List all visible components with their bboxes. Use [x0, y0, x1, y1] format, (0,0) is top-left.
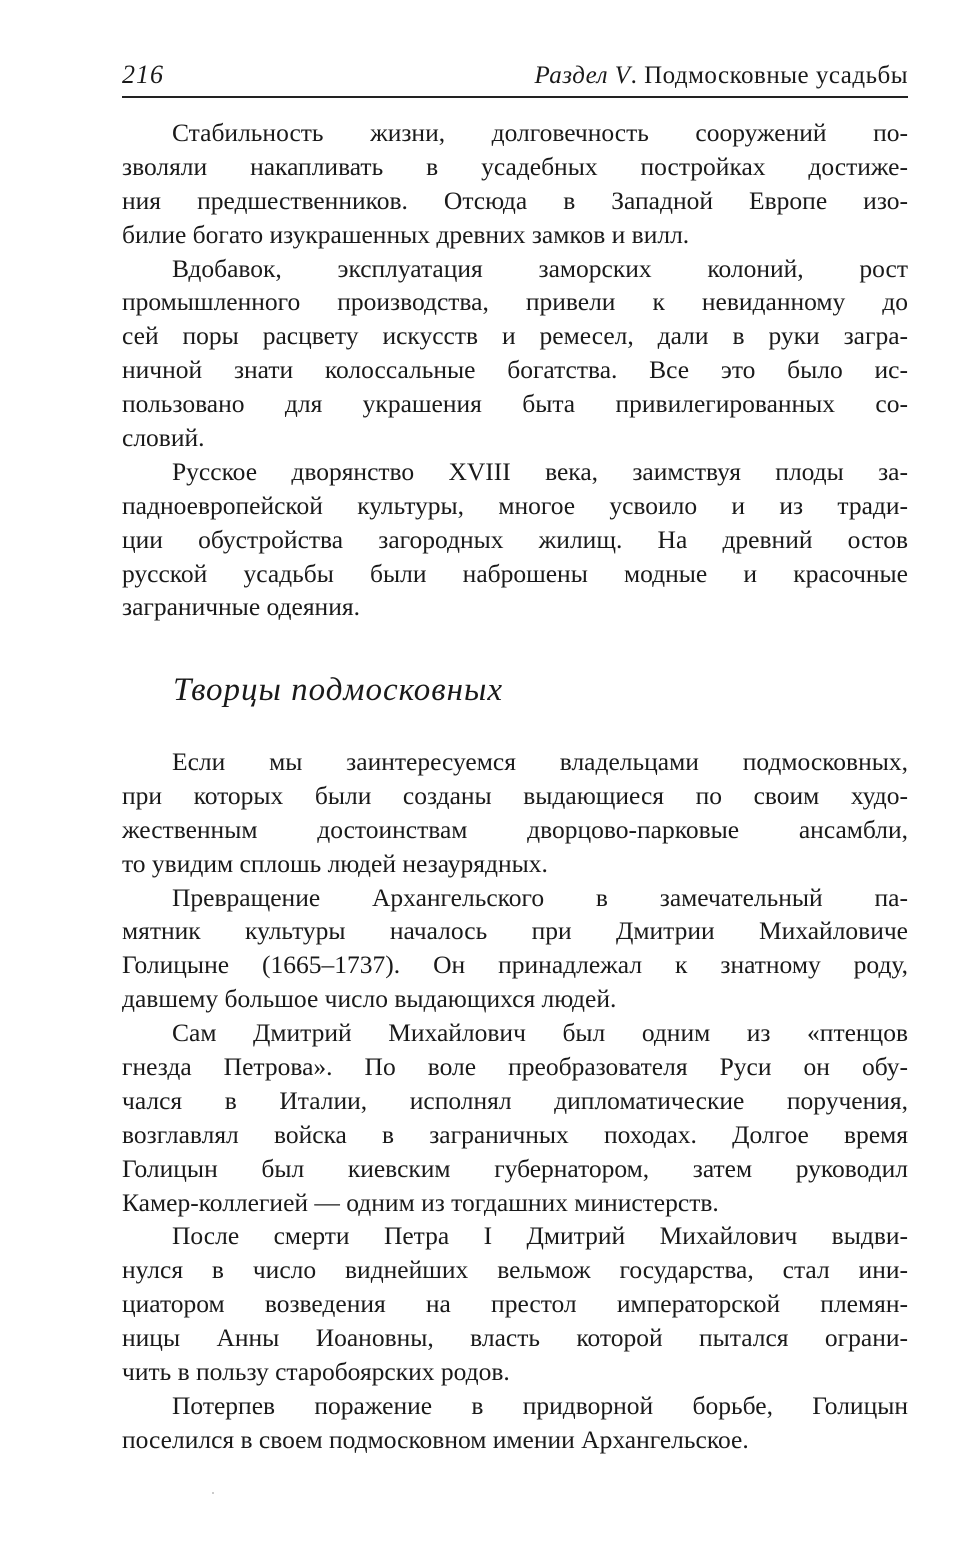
text-line: Стабильность жизни, долговечность сооружений по- [172, 118, 908, 147]
text-line: После смерти Петра I Дмитрий Михайлович выдви- [172, 1221, 908, 1251]
section-separator: . [630, 62, 638, 89]
text-line: мятник культуры началось при Дмитрии Михайловиче [122, 916, 908, 946]
text-line: жественным достоинствам дворцово-парковые ансамбли, [122, 814, 908, 844]
text-line: ницы Анны Иоановны, власть которой пытался ограни- [122, 1323, 908, 1353]
text-line: словий. [122, 423, 205, 453]
scan-speck [212, 1492, 214, 1494]
text-line: нулся в число виднейших вельмож государства, стал ини- [122, 1255, 908, 1285]
text-line: сей поры расцвету искусств и ремесел, дали в руки загра- [122, 321, 908, 351]
text-line: пользовано для украшения быта привилегированных со- [122, 389, 908, 419]
paragraph [122, 1219, 908, 1388]
text-line: билие богато изукрашенных древних замков и вилл. [122, 219, 690, 249]
text-line: Потерпев поражение в придворной борьбе, Голицын [172, 1390, 908, 1420]
section-heading: Творцы подмосковных [173, 672, 503, 708]
text-line: ния предшественников. Отсюда в Западной Европе изо- [122, 185, 908, 215]
page-number: 216 [122, 60, 164, 89]
paragraph [122, 881, 908, 1017]
running-header [122, 56, 908, 98]
text-line: циатором возведения на престол императорской племян- [122, 1289, 908, 1319]
text-line: чался в Италии, исполнял дипломатические поручения, [122, 1085, 908, 1115]
section-name: Подмосковные усадьбы [637, 62, 908, 89]
text-line: гнезда Петрова». По воле преобразователя Руси он обу- [122, 1052, 908, 1082]
text-line: ции обустройства загородных жилищ. На древний остов [122, 524, 908, 554]
text-line: при которых были созданы выдающиеся по своим худо- [122, 780, 908, 810]
text-line: ничной знати колоссальные богатства. Все это было ис- [122, 355, 908, 385]
text-line: падноевропейской культуры, многое усвоило и из тради- [122, 490, 908, 520]
text-line: давшему большое число выдающихся людей. [122, 984, 617, 1014]
text-line: Если мы заинтересуемся владельцами подмосковных, [172, 747, 908, 776]
intro-text-block [122, 116, 908, 624]
main-text-block [122, 745, 908, 1457]
text-line: заграничные одеяния. [122, 592, 360, 622]
text-line: возглавлял войска в заграничных походах. Долгое время [122, 1119, 908, 1149]
text-line: Голицыне (1665–1737). Он принадлежал к знатному роду, [122, 950, 908, 980]
paragraph [122, 1016, 908, 1219]
text-line: Русское дворянство XVIII века, заимствуя плоды за- [172, 456, 908, 486]
text-line: поселился в своем подмосковном имении Архангельское. [122, 1424, 749, 1454]
text-line: зволяли накапливать в усадебных постройках достиже- [122, 151, 908, 181]
text-line: русской усадьбы были наброшены модные и красочные [122, 558, 908, 588]
paragraph [122, 455, 908, 624]
paragraph [122, 745, 908, 881]
section-title [534, 62, 908, 90]
text-line: Камер-коллегией — одним из тогдашних министерств. [122, 1187, 719, 1217]
text-line: промышленного производства, привели к невиданному до [122, 287, 908, 317]
paragraph [122, 252, 908, 455]
text-line: Голицын был киевским губернатором, затем руководил [122, 1153, 908, 1183]
section-label: Раздел V [534, 62, 631, 89]
text-line: чить в пользу старобоярских родов. [122, 1357, 510, 1387]
paragraph [122, 1389, 908, 1457]
paragraph [122, 116, 908, 252]
text-line: Превращение Архангельского в замечательный па- [172, 882, 908, 912]
text-line: Сам Дмитрий Михайлович был одним из «птенцов [172, 1018, 908, 1048]
text-line: Вдобавок, эксплуатация заморских колоний, рост [172, 253, 908, 283]
text-line: то увидим сплошь людей незаурядных. [122, 848, 548, 878]
